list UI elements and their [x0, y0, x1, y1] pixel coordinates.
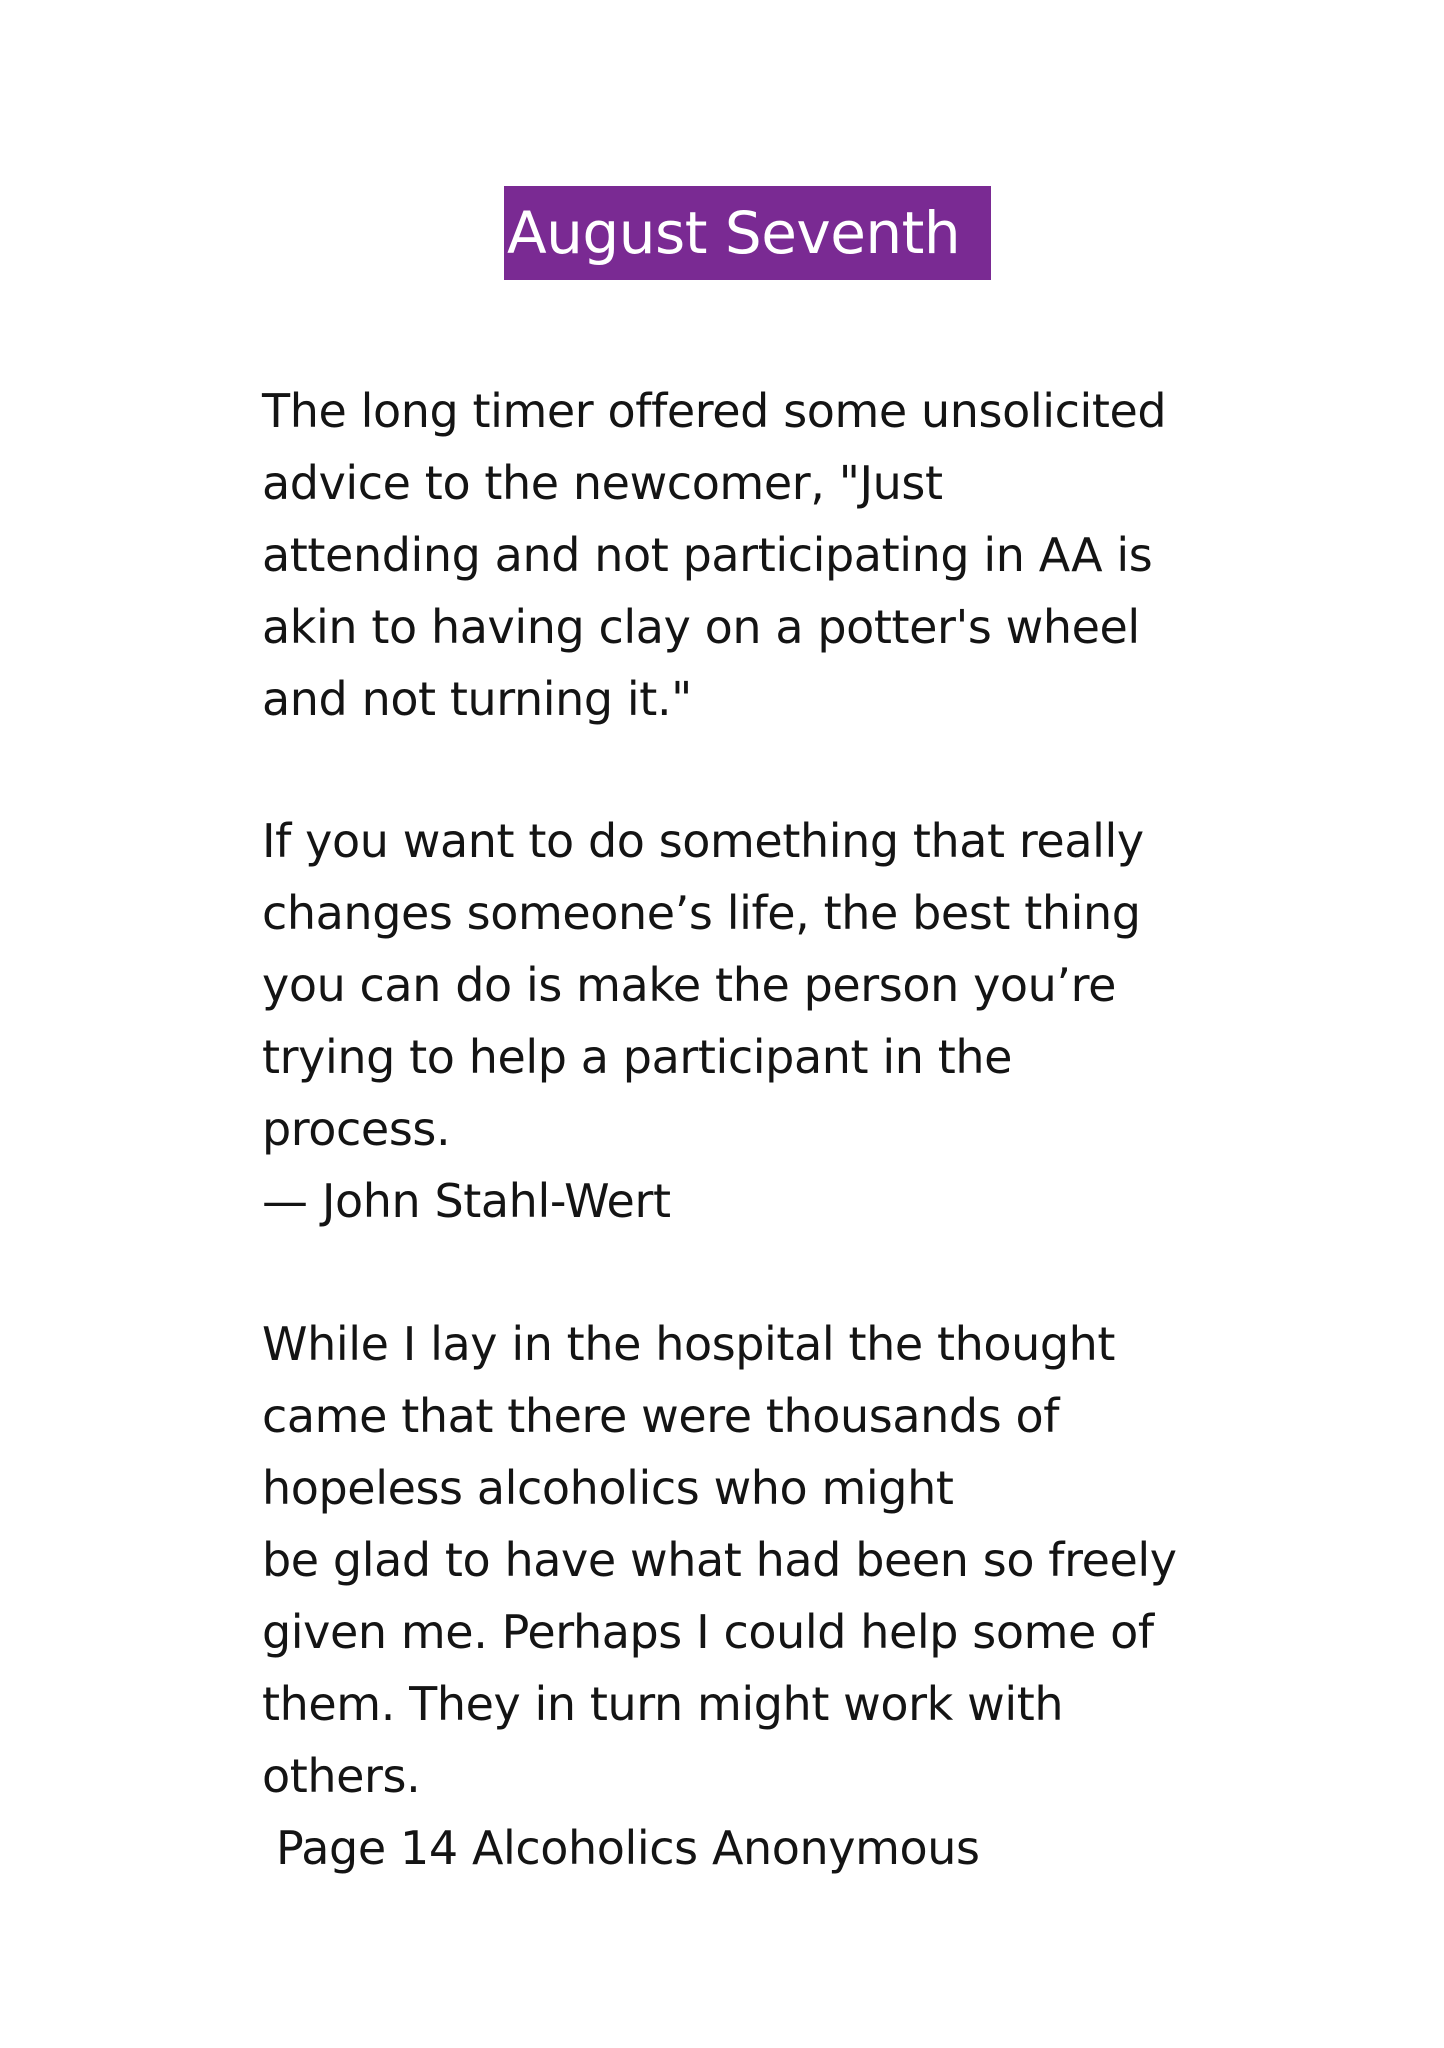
- text-line: you can do is make the person you’re: [262, 958, 1117, 1012]
- text-line: process.: [262, 1102, 451, 1156]
- citation: Page 14 Alcoholics Anonymous: [276, 1821, 980, 1875]
- page-title: [504, 186, 991, 280]
- paragraph-newcomer-advice: [262, 375, 1262, 735]
- paragraph-hospital-reflection: [262, 1308, 1262, 1884]
- text-line: While I lay in the hospital the thought: [262, 1317, 1116, 1371]
- page-title-text: August Seventh: [507, 199, 961, 267]
- text-line: be glad to have what had been so freely: [262, 1533, 1177, 1587]
- text-line: and not turning it.": [262, 672, 692, 726]
- paragraph-quote: [262, 805, 1262, 1237]
- text-line: akin to having clay on a potter's wheel: [262, 600, 1140, 654]
- text-line: them. They in turn might work with: [262, 1677, 1064, 1731]
- text-line: changes someone’s life, the best thing: [262, 886, 1141, 940]
- text-line: advice to the newcomer, "Just: [262, 456, 943, 510]
- text-line: attending and not participating in AA is: [262, 528, 1153, 582]
- text-line: trying to help a participant in the: [262, 1030, 1013, 1084]
- text-line: If you want to do something that really: [262, 814, 1144, 868]
- quote-attribution: — John Stahl-Wert: [262, 1174, 671, 1228]
- text-line: The long timer offered some unsolicited: [262, 384, 1167, 438]
- text-line: hopeless alcoholics who might: [262, 1461, 954, 1515]
- text-line: came that there were thousands of: [262, 1389, 1060, 1443]
- text-line: given me. Perhaps I could help some of: [262, 1605, 1154, 1659]
- text-line: others.: [262, 1749, 421, 1803]
